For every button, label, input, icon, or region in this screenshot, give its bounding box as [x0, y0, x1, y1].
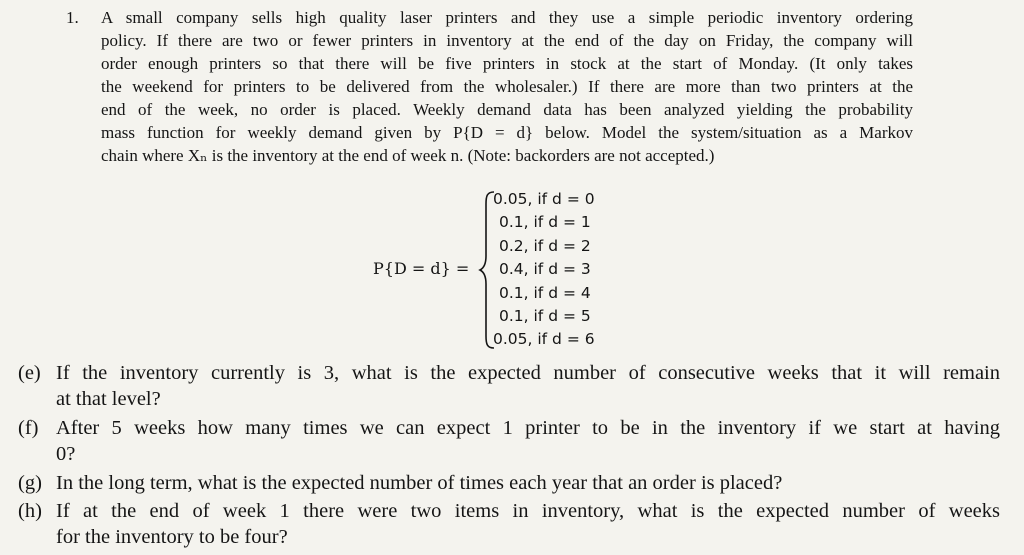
pmf-case: 0.1, if d = 5	[499, 307, 591, 325]
problem-number: 1.	[66, 8, 79, 27]
problem-line: end of the week, no order is placed. Weekly demand data has been analyzed yielding the probability	[101, 100, 913, 119]
question-text	[56, 470, 1000, 496]
question-line: at that level?	[56, 388, 161, 410]
question-line: If at the end of week 1 there were two items in inventory, what is the expected number of weeks	[56, 500, 1000, 522]
pmf-case: 0.05, if d = 0	[493, 190, 595, 208]
question-line: After 5 weeks how many times we can expect 1 printer to be in the inventory if we start at having	[56, 417, 1000, 439]
question-line: If the inventory currently is 3, what is the expected number of consecutive weeks that it will remain	[56, 362, 1000, 384]
problem-line: A small company sells high quality laser printers and they use a simple periodic inventory ordering	[101, 8, 913, 27]
problem-line: policy. If there are two or fewer printers in inventory at the end of the day on Friday, the company will	[101, 31, 913, 50]
problem-line: order enough printers so that there will be five printers in stock at the start of Monday. (It only takes	[101, 54, 913, 73]
pmf-lhs: P{D = d} =	[373, 259, 470, 278]
question-line: for the inventory to be four?	[56, 526, 288, 548]
problem-line: mass function for weekly demand given by P{D = d} below. Model the system/situation as a Markov	[101, 123, 913, 142]
question-text	[56, 415, 1000, 467]
question-line: 0?	[56, 443, 76, 465]
pmf-case: 0.2, if d = 2	[499, 237, 591, 255]
pmf-case: 0.4, if d = 3	[499, 260, 591, 278]
pmf-case: 0.05, if d = 6	[493, 330, 595, 348]
problem-line: the weekend for printers to be delivered from the wholesaler.) If there are more than two printers at the	[101, 77, 913, 96]
pmf-case: 0.1, if d = 1	[499, 213, 591, 231]
question-label: (e)	[18, 362, 41, 384]
question-line: In the long term, what is the expected number of times each year that an order is placed?	[56, 472, 783, 494]
left-brace-icon	[478, 190, 498, 350]
question-label: (g)	[18, 472, 42, 494]
pmf-case: 0.1, if d = 4	[499, 284, 591, 302]
question-text	[56, 360, 1000, 412]
problem-line: chain where Xₙ is the inventory at the end of week n. (Note: backorders are not accepted.)	[101, 146, 715, 165]
question-text	[56, 498, 1000, 550]
question-label: (h)	[18, 500, 42, 522]
question-label: (f)	[18, 417, 39, 439]
